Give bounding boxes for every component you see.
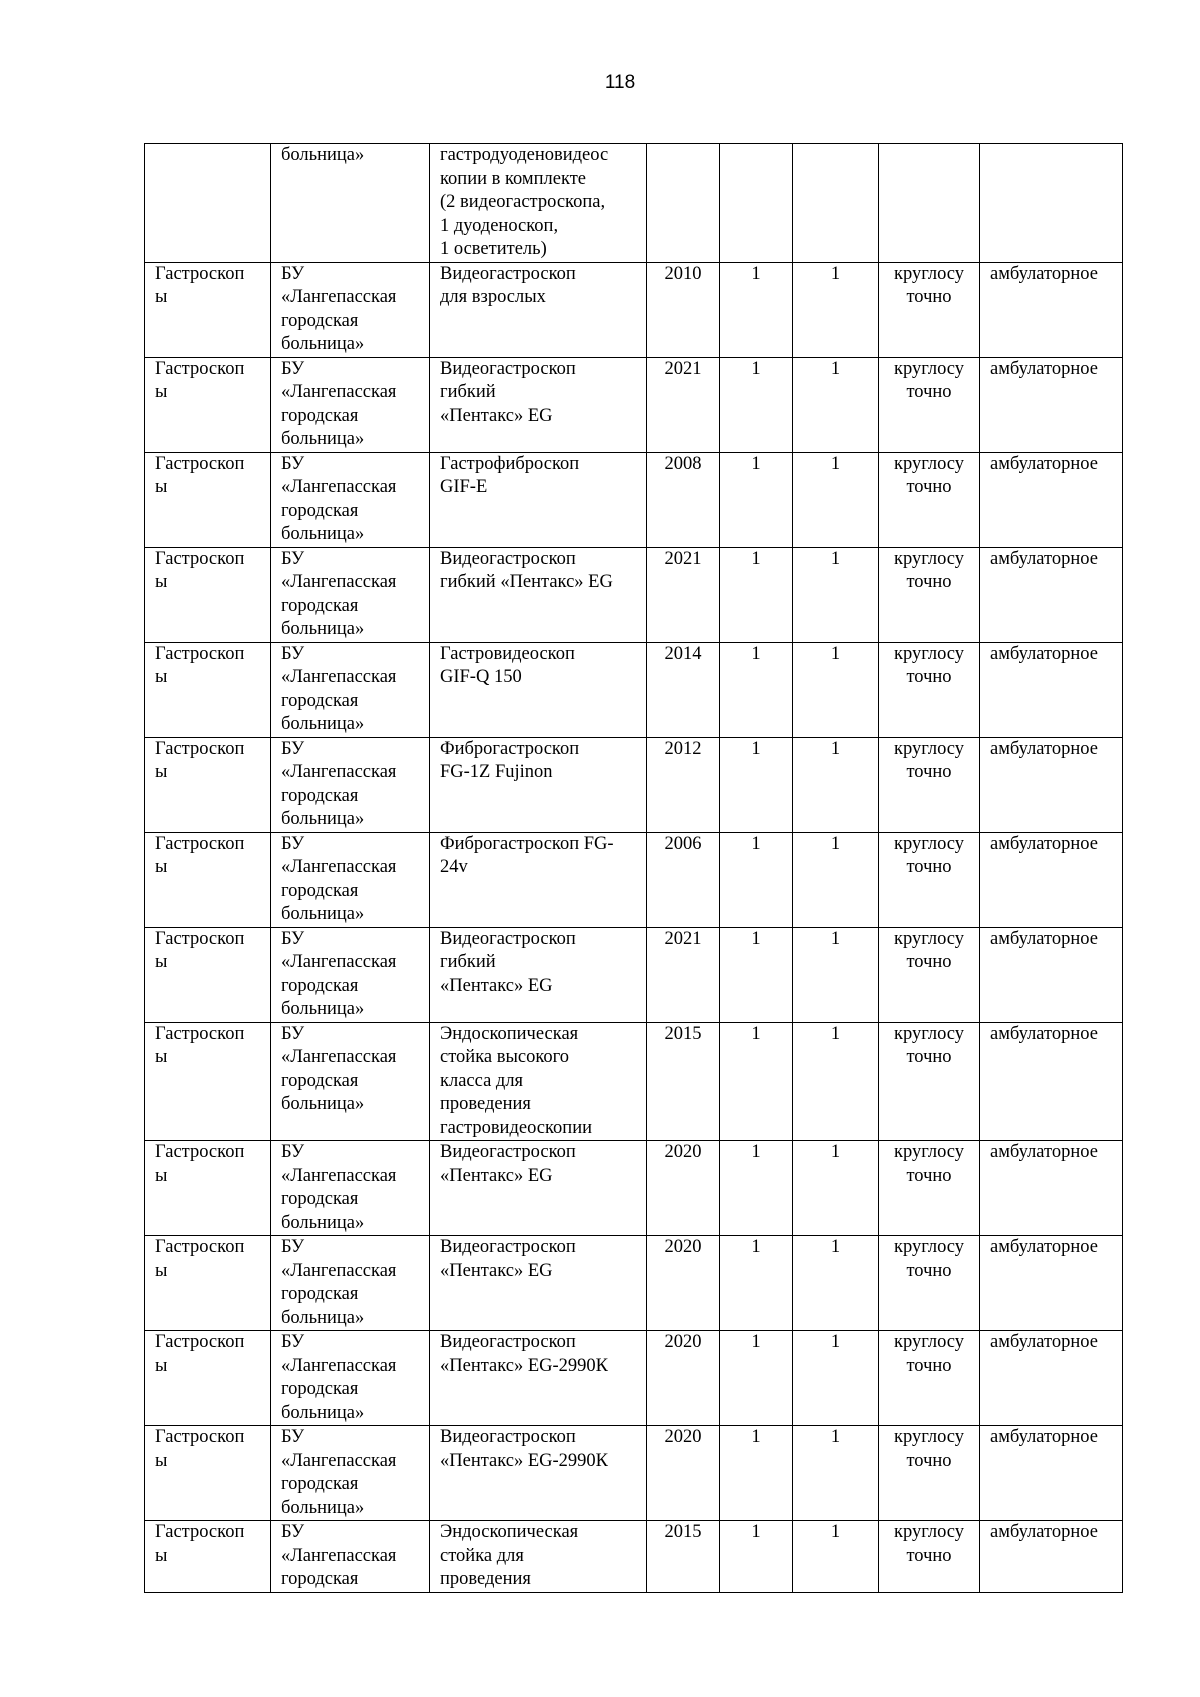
cell-organization: БУ «Лангепасская городская больница» xyxy=(271,357,430,452)
cell-organization: БУ «Лангепасская городская больница» xyxy=(271,1236,430,1331)
cell-equipment-type: Гастроскоп ы xyxy=(145,1331,271,1426)
table-row xyxy=(145,832,1123,927)
cell-operating-mode: круглосу точно xyxy=(879,642,980,737)
cell-quantity-working: 1 xyxy=(793,642,879,737)
cell-year: 2021 xyxy=(647,357,720,452)
cell-year: 2015 xyxy=(647,1521,720,1593)
cell-quantity-working: 1 xyxy=(793,547,879,642)
cell-equipment-type: Гастроскоп ы xyxy=(145,1521,271,1593)
cell-year: 2020 xyxy=(647,1141,720,1236)
cell-care-type: амбулаторное xyxy=(980,1331,1123,1426)
cell-care-type: амбулаторное xyxy=(980,1236,1123,1331)
table-row xyxy=(145,737,1123,832)
cell-care-type: амбулаторное xyxy=(980,737,1123,832)
cell-quantity xyxy=(720,144,793,263)
table-row xyxy=(145,547,1123,642)
cell-device-name: Видеогастроскоп «Пентакс» EG-2990К xyxy=(430,1331,647,1426)
cell-care-type: амбулаторное xyxy=(980,1521,1123,1593)
cell-quantity: 1 xyxy=(720,547,793,642)
cell-care-type: амбулаторное xyxy=(980,547,1123,642)
cell-quantity-working: 1 xyxy=(793,832,879,927)
cell-device-name: Видеогастроскоп «Пентакс» EG xyxy=(430,1141,647,1236)
cell-device-name: Гастровидеоскоп GIF-Q 150 xyxy=(430,642,647,737)
cell-quantity: 1 xyxy=(720,832,793,927)
table-row xyxy=(145,1521,1123,1593)
cell-quantity: 1 xyxy=(720,1521,793,1593)
cell-quantity: 1 xyxy=(720,1236,793,1331)
cell-quantity-working: 1 xyxy=(793,1022,879,1141)
cell-device-name: Видеогастроскоп для взрослых xyxy=(430,262,647,357)
cell-quantity: 1 xyxy=(720,452,793,547)
cell-device-name: Фиброгастроскоп FG- 24v xyxy=(430,832,647,927)
cell-organization: БУ «Лангепасская городская xyxy=(271,1521,430,1593)
cell-quantity: 1 xyxy=(720,1022,793,1141)
cell-organization: БУ «Лангепасская городская больница» xyxy=(271,832,430,927)
cell-year: 2021 xyxy=(647,547,720,642)
cell-equipment-type: Гастроскоп ы xyxy=(145,357,271,452)
cell-equipment-type: Гастроскоп ы xyxy=(145,737,271,832)
table-row xyxy=(145,1022,1123,1141)
table-row xyxy=(145,642,1123,737)
cell-equipment-type: Гастроскоп ы xyxy=(145,642,271,737)
table-row xyxy=(145,1331,1123,1426)
cell-care-type: амбулаторное xyxy=(980,927,1123,1022)
cell-year: 2015 xyxy=(647,1022,720,1141)
cell-organization: БУ «Лангепасская городская больница» xyxy=(271,737,430,832)
cell-operating-mode: круглосу точно xyxy=(879,1236,980,1331)
cell-operating-mode: круглосу точно xyxy=(879,1521,980,1593)
cell-organization: БУ «Лангепасская городская больница» xyxy=(271,547,430,642)
cell-quantity-working: 1 xyxy=(793,927,879,1022)
cell-quantity: 1 xyxy=(720,737,793,832)
cell-equipment-type: Гастроскоп ы xyxy=(145,832,271,927)
cell-quantity-working: 1 xyxy=(793,1521,879,1593)
cell-care-type: амбулаторное xyxy=(980,642,1123,737)
table-row xyxy=(145,1426,1123,1521)
cell-quantity-working: 1 xyxy=(793,737,879,832)
cell-quantity-working: 1 xyxy=(793,1236,879,1331)
cell-operating-mode: круглосу точно xyxy=(879,1141,980,1236)
cell-care-type: амбулаторное xyxy=(980,262,1123,357)
cell-quantity: 1 xyxy=(720,927,793,1022)
cell-operating-mode: круглосу точно xyxy=(879,547,980,642)
cell-device-name: Видеогастроскоп «Пентакс» EG-2990К xyxy=(430,1426,647,1521)
cell-quantity: 1 xyxy=(720,357,793,452)
cell-equipment-type: Гастроскоп ы xyxy=(145,1022,271,1141)
table-row xyxy=(145,144,1123,263)
cell-quantity-working xyxy=(793,144,879,263)
cell-device-name: Видеогастроскоп гибкий «Пентакс» EG xyxy=(430,927,647,1022)
cell-equipment-type: Гастроскоп ы xyxy=(145,262,271,357)
cell-care-type: амбулаторное xyxy=(980,452,1123,547)
cell-operating-mode: круглосу точно xyxy=(879,1331,980,1426)
cell-operating-mode: круглосу точно xyxy=(879,737,980,832)
cell-operating-mode: круглосу точно xyxy=(879,452,980,547)
cell-device-name: Фиброгастроскоп FG-1Z Fujinon xyxy=(430,737,647,832)
cell-year: 2020 xyxy=(647,1236,720,1331)
cell-year: 2006 xyxy=(647,832,720,927)
cell-operating-mode: круглосу точно xyxy=(879,832,980,927)
cell-care-type: амбулаторное xyxy=(980,832,1123,927)
cell-operating-mode: круглосу точно xyxy=(879,262,980,357)
cell-organization: БУ «Лангепасская городская больница» xyxy=(271,927,430,1022)
cell-year: 2014 xyxy=(647,642,720,737)
cell-device-name: гастродуоденовидеос копии в комплекте (2 видеогастроскопа, 1 дуоденоскоп, 1 осветитель) xyxy=(430,144,647,263)
cell-operating-mode xyxy=(879,144,980,263)
cell-year xyxy=(647,144,720,263)
equipment-table xyxy=(144,143,1123,1593)
cell-quantity-working: 1 xyxy=(793,1331,879,1426)
cell-device-name: Видеогастроскоп «Пентакс» EG xyxy=(430,1236,647,1331)
cell-organization: БУ «Лангепасская городская больница» xyxy=(271,1022,430,1141)
table-row xyxy=(145,1236,1123,1331)
cell-operating-mode: круглосу точно xyxy=(879,1426,980,1521)
cell-year: 2020 xyxy=(647,1331,720,1426)
cell-equipment-type: Гастроскоп ы xyxy=(145,1426,271,1521)
cell-organization: БУ «Лангепасская городская больница» xyxy=(271,1331,430,1426)
cell-year: 2020 xyxy=(647,1426,720,1521)
cell-organization: БУ «Лангепасская городская больница» xyxy=(271,1426,430,1521)
cell-operating-mode: круглосу точно xyxy=(879,927,980,1022)
cell-care-type: амбулаторное xyxy=(980,357,1123,452)
cell-equipment-type xyxy=(145,144,271,263)
cell-care-type: амбулаторное xyxy=(980,1141,1123,1236)
cell-quantity-working: 1 xyxy=(793,1426,879,1521)
cell-year: 2008 xyxy=(647,452,720,547)
cell-care-type: амбулаторное xyxy=(980,1022,1123,1141)
cell-year: 2010 xyxy=(647,262,720,357)
cell-equipment-type: Гастроскоп ы xyxy=(145,547,271,642)
cell-quantity: 1 xyxy=(720,262,793,357)
cell-organization: БУ «Лангепасская городская больница» xyxy=(271,452,430,547)
table-row xyxy=(145,1141,1123,1236)
cell-device-name: Эндоскопическая стойка высокого класса для проведения гастровидеоскопии xyxy=(430,1022,647,1141)
cell-device-name: Видеогастроскоп гибкий «Пентакс» EG xyxy=(430,357,647,452)
cell-equipment-type: Гастроскоп ы xyxy=(145,1236,271,1331)
cell-operating-mode: круглосу точно xyxy=(879,1022,980,1141)
cell-organization: больница» xyxy=(271,144,430,263)
cell-equipment-type: Гастроскоп ы xyxy=(145,1141,271,1236)
cell-quantity: 1 xyxy=(720,1141,793,1236)
cell-organization: БУ «Лангепасская городская больница» xyxy=(271,1141,430,1236)
cell-organization: БУ «Лангепасская городская больница» xyxy=(271,262,430,357)
cell-equipment-type: Гастроскоп ы xyxy=(145,452,271,547)
table-row xyxy=(145,357,1123,452)
cell-year: 2012 xyxy=(647,737,720,832)
table-row xyxy=(145,262,1123,357)
cell-year: 2021 xyxy=(647,927,720,1022)
cell-quantity: 1 xyxy=(720,642,793,737)
cell-care-type: амбулаторное xyxy=(980,1426,1123,1521)
cell-device-name: Эндоскопическая стойка для проведения xyxy=(430,1521,647,1593)
cell-care-type xyxy=(980,144,1123,263)
cell-quantity-working: 1 xyxy=(793,452,879,547)
cell-quantity: 1 xyxy=(720,1426,793,1521)
cell-operating-mode: круглосу точно xyxy=(879,357,980,452)
table-body xyxy=(145,144,1123,1593)
table-row xyxy=(145,927,1123,1022)
cell-quantity: 1 xyxy=(720,1331,793,1426)
cell-quantity-working: 1 xyxy=(793,1141,879,1236)
page-number: 118 xyxy=(604,72,636,93)
cell-organization: БУ «Лангепасская городская больница» xyxy=(271,642,430,737)
cell-device-name: Гастрофиброскоп GIF-E xyxy=(430,452,647,547)
cell-quantity-working: 1 xyxy=(793,262,879,357)
cell-quantity-working: 1 xyxy=(793,357,879,452)
table-row xyxy=(145,452,1123,547)
cell-device-name: Видеогастроскоп гибкий «Пентакс» EG xyxy=(430,547,647,642)
cell-equipment-type: Гастроскоп ы xyxy=(145,927,271,1022)
